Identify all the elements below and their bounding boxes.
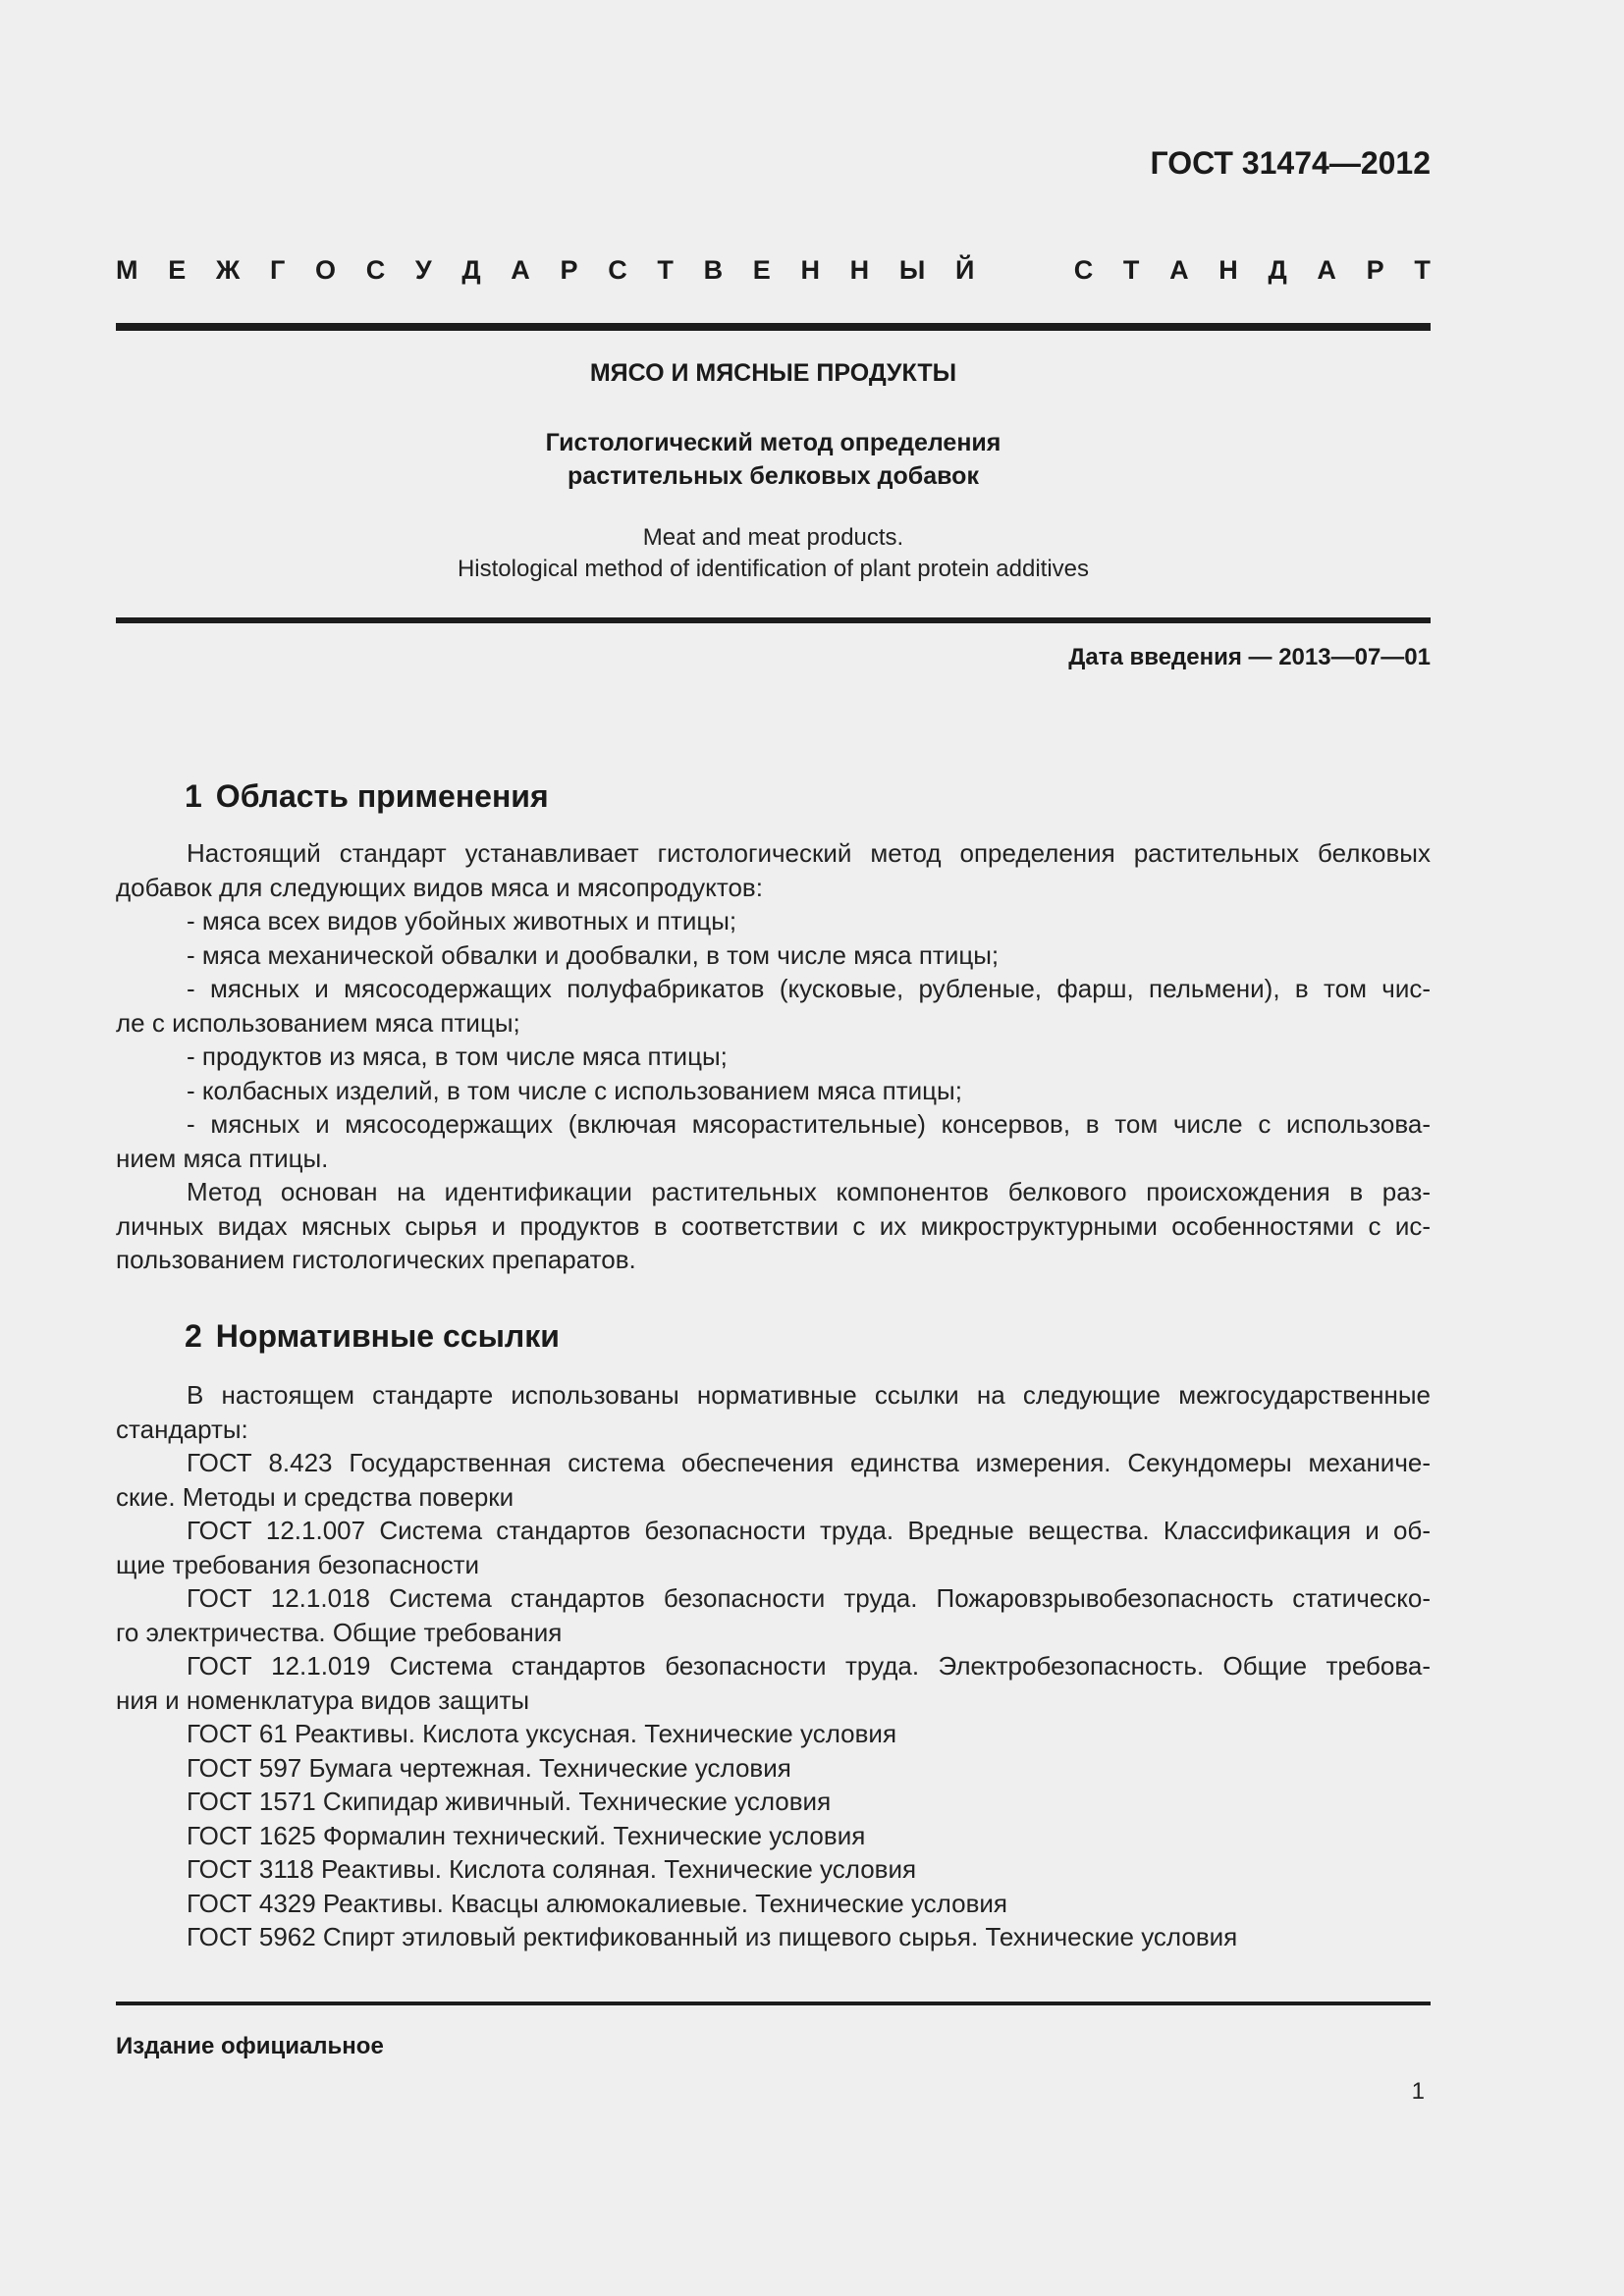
- banner-letter: С: [365, 255, 386, 285]
- reference-line: ГОСТ 1625 Формалин технический. Технические условия: [187, 1820, 866, 1850]
- banner-letter: В: [703, 255, 724, 285]
- text-line: личных видах мясных сырья и продуктов в соответствии с их микроструктурными особенностями с ис-: [116, 1210, 1431, 1241]
- list-item: - мясных и мясосодержащих полуфабрикатов (кусковые, рубленые, фарш, пельмени), в том чис-: [187, 974, 1431, 1003]
- text-line: ле с использованием мяса птицы;: [116, 1007, 520, 1038]
- banner-letter: Р: [1366, 255, 1384, 285]
- banner-letter: Е: [168, 255, 187, 285]
- document-page: [116, 0, 1431, 2296]
- section-2-heading: [185, 1318, 560, 1355]
- section-1-body: [116, 836, 1431, 1277]
- banner-letter: А: [1169, 255, 1189, 285]
- banner-letter: Н: [800, 255, 820, 285]
- list-item: - мяса механической обвалки и дообвалки, в том числе мяса птицы;: [187, 939, 1000, 970]
- reference-line: ские. Методы и средства поверки: [116, 1481, 514, 1512]
- text-line: Метод основан на идентификации растительных компонентов белкового происхождения в раз-: [187, 1177, 1431, 1206]
- banner-letter: А: [511, 255, 530, 285]
- introduction-date: Дата введения — 2013—07—01: [1068, 644, 1431, 670]
- section-title: Нормативные ссылки: [215, 1318, 560, 1354]
- list-item: - мяса всех видов убойных животных и птицы;: [187, 906, 737, 935]
- banner-letter: О: [314, 255, 336, 285]
- banner-letter: Е: [752, 255, 771, 285]
- reference-line: щие требования безопасности: [116, 1549, 480, 1579]
- document-title: МЯСО И МЯСНЫЕ ПРОДУКТЫ: [589, 359, 957, 387]
- text-line: стандарты:: [116, 1414, 248, 1444]
- subtitle-line: растительных белковых добавок: [568, 462, 979, 490]
- reference-line: ГОСТ 12.1.018 Система стандартов безопасности труда. Пожаровзрывобезопасность статическо-: [187, 1583, 1431, 1613]
- banner-letter: Ы: [898, 255, 926, 285]
- banner-letter: Т: [1414, 255, 1431, 285]
- english-title: [116, 522, 1431, 585]
- list-item: - колбасных изделий, в том числе с использованием мяса птицы;: [187, 1075, 962, 1105]
- english-title-line: Meat and meat products.: [642, 524, 904, 551]
- reference-line: ГОСТ 3118 Реактивы. Кислота соляная. Технические условия: [187, 1854, 917, 1884]
- reference-line: го электричества. Общие требования: [116, 1617, 563, 1647]
- banner-letter: Д: [461, 255, 481, 285]
- list-item: - продуктов из мяса, в том числе мяса птицы;: [187, 1041, 728, 1071]
- banner-letter: Н: [1218, 255, 1238, 285]
- banner-letter: Т: [657, 255, 674, 285]
- standard-type-banner: [116, 255, 1431, 286]
- header-divider: [116, 323, 1431, 331]
- document-subtitle: [116, 426, 1431, 493]
- subtitle-line: Гистологический метод определения: [545, 429, 1001, 456]
- text-line: В настоящем стандарте использованы нормативные ссылки на следующие межгосударственные: [187, 1380, 1431, 1410]
- banner-letter: А: [1317, 255, 1336, 285]
- reference-line: ГОСТ 4329 Реактивы. Квасцы алюмокалиевые. Технические условия: [187, 1888, 1007, 1918]
- reference-line: ГОСТ 12.1.019 Система стандартов безопасности труда. Электробезопасность. Общие требова-: [187, 1651, 1431, 1681]
- section-number: 1: [185, 778, 202, 814]
- text-line: добавок для следующих видов мяса и мясопродуктов:: [116, 872, 763, 902]
- reference-line: ГОСТ 12.1.007 Система стандартов безопасности труда. Вредные вещества. Классификация и об-: [187, 1516, 1431, 1545]
- section-title: Область применения: [215, 778, 549, 814]
- reference-line: ГОСТ 8.423 Государственная система обеспечения единства измерения. Секундомеры механиче-: [187, 1448, 1431, 1477]
- text-line: Настоящий стандарт устанавливает гистологический метод определения растительных белковых: [187, 838, 1431, 868]
- banner-letter: С: [608, 255, 627, 285]
- banner-letter: Т: [1122, 255, 1140, 285]
- banner-word-gap: [1004, 255, 1044, 286]
- section-1-heading: [185, 778, 549, 815]
- banner-letter: Р: [560, 255, 578, 285]
- banner-letter: М: [116, 255, 138, 285]
- reference-line: ГОСТ 597 Бумага чертежная. Технические условия: [187, 1752, 791, 1783]
- banner-letter: У: [414, 255, 432, 285]
- reference-line: ГОСТ 61 Реактивы. Кислота уксусная. Технические условия: [187, 1719, 897, 1748]
- footer-divider: [116, 2002, 1431, 2005]
- text-line: нием мяса птицы.: [116, 1143, 329, 1173]
- section-number: 2: [185, 1318, 202, 1354]
- official-edition-label: Издание официальное: [116, 2033, 384, 2059]
- reference-line: ГОСТ 1571 Скипидар живичный. Технические условия: [187, 1787, 832, 1816]
- section-2-body: [116, 1378, 1431, 1954]
- banner-letter: Д: [1268, 255, 1287, 285]
- banner-letter: Ж: [215, 255, 241, 285]
- reference-line: ГОСТ 5962 Спирт этиловый ректификованный из пищевого сырья. Технические условия: [187, 1922, 1238, 1951]
- banner-letter: Н: [849, 255, 870, 285]
- standard-number: ГОСТ 31474—2012: [1150, 145, 1431, 181]
- banner-letter: Г: [269, 255, 286, 285]
- list-item: - мясных и мясосодержащих (включая мясорастительные) консервов, в том числе с использова-: [187, 1109, 1431, 1139]
- title-divider: [116, 617, 1431, 623]
- banner-letter: С: [1073, 255, 1094, 285]
- english-title-line: Histological method of identification of plant protein additives: [457, 556, 1090, 582]
- banner-letter: Й: [954, 255, 975, 285]
- reference-line: ния и номенклатура видов защиты: [116, 1684, 530, 1715]
- page-number: 1: [1411, 2078, 1425, 2105]
- text-line: пользованием гистологических препаратов.: [116, 1245, 636, 1274]
